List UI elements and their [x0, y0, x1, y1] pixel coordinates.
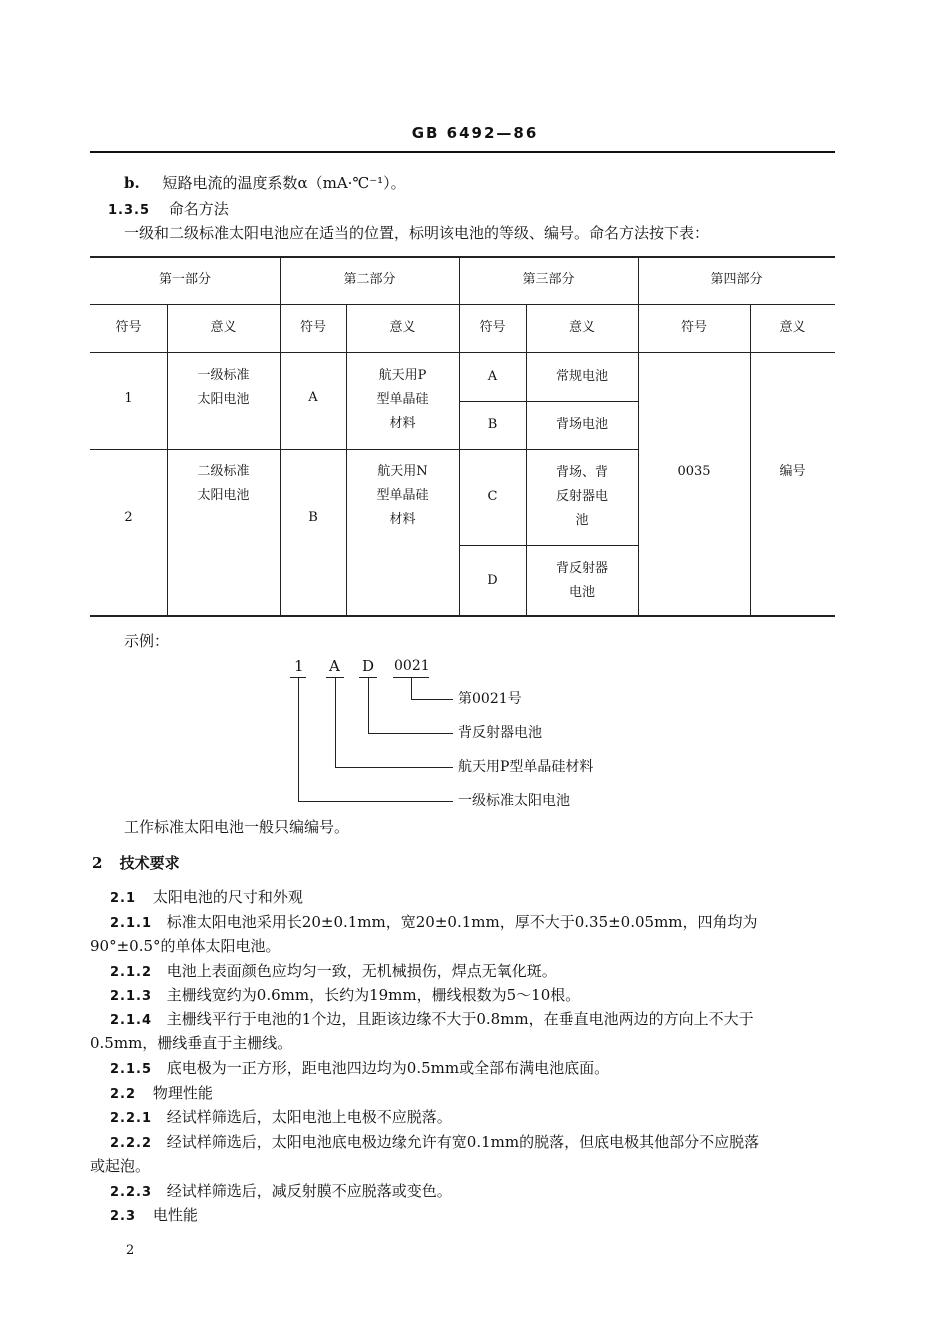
table-rule	[90, 352, 835, 353]
section-text: 物理性能	[152, 1084, 213, 1102]
section-2-2-2	[110, 1131, 759, 1155]
section-text: 太阳电池的尺寸和外观	[152, 888, 303, 906]
row1-p2-meaning-line: 材料	[389, 416, 416, 431]
example-code-4: 0021	[394, 658, 430, 674]
section-text: 经试样筛选后，减反射膜不应脱落或变色。	[166, 1182, 452, 1200]
standard-code: GB 6492—86	[411, 124, 539, 142]
row2-p2-meaning-line: 材料	[389, 512, 416, 527]
table-column-rule	[638, 256, 639, 616]
table-header-part2: 第二部分	[343, 272, 396, 287]
table-subheader-symbol: 符号	[115, 320, 142, 335]
p4-meaning: 编号	[779, 464, 806, 479]
table-subheader-meaning: 意义	[568, 320, 595, 335]
section-text: 主栅线宽约为0.6mm，长约为19mm，栅线根数为5～10根。	[166, 986, 581, 1004]
section-2-1-2	[110, 960, 557, 984]
item-b	[124, 172, 406, 194]
section-2-1-1	[110, 911, 758, 935]
section-2-2-3	[110, 1180, 452, 1204]
section-title: 技术要求	[119, 854, 180, 872]
section-number: 2.1.4	[110, 1013, 153, 1028]
section-number: 2	[92, 854, 103, 872]
row2-p2-meaning-line: 航天用N	[377, 464, 428, 479]
p3-c-symbol: C	[487, 489, 498, 504]
section-text: 标准太阳电池采用长20±0.1mm，宽20±0.1mm，厚不大于0.35±0.05mm，四角均为	[166, 913, 758, 931]
p3-b-meaning: 背场电池	[555, 417, 608, 432]
row2-p2-symbol: B	[308, 510, 318, 525]
table-header-part3: 第三部分	[522, 272, 575, 287]
section-text: 电池上表面颜色应均匀一致，无机械损伤，焊点无氧化斑。	[166, 962, 557, 980]
leader-horizontal	[298, 801, 453, 802]
p3-d-symbol: D	[487, 573, 498, 588]
row1-p2-symbol: A	[308, 390, 318, 405]
p3-a-symbol: A	[487, 369, 498, 384]
section-2-2	[110, 1082, 213, 1106]
table-top-rule	[90, 256, 835, 258]
section-2-1-3	[110, 984, 580, 1008]
table-rule	[90, 449, 638, 450]
p3-b-symbol: B	[487, 417, 498, 432]
section-2-1	[110, 886, 303, 910]
leader-horizontal	[411, 699, 453, 700]
table-column-rule	[280, 256, 281, 616]
row1-p2-meaning-line: 航天用P	[378, 368, 427, 383]
item-b-marker: b.	[124, 174, 140, 192]
example-code-3: D	[362, 657, 375, 675]
row2-p1-meaning-line: 太阳电池	[197, 488, 250, 503]
row1-p1-meaning-line: 一级标准	[197, 368, 250, 383]
section-title: 命名方法	[168, 200, 229, 218]
leader-horizontal	[335, 767, 453, 768]
example-label: 示例：	[124, 632, 170, 650]
leader-vertical	[335, 677, 336, 767]
table-rule	[90, 304, 835, 305]
p3-d-meaning-line: 背反射器	[555, 561, 608, 576]
table-bottom-rule	[90, 615, 835, 617]
table-subheader-meaning: 意义	[779, 320, 806, 335]
example-code-2: A	[329, 657, 340, 675]
section-number: 2.2.3	[110, 1185, 153, 1200]
section-2-2-2-cont: 或起泡。	[90, 1157, 151, 1175]
row1-p1-meaning-line: 太阳电池	[197, 392, 250, 407]
table-subheader-meaning: 意义	[389, 320, 416, 335]
section-number: 2.2	[110, 1087, 137, 1102]
section-number: 2.1	[110, 891, 137, 906]
p3-a-meaning: 常规电池	[555, 369, 608, 384]
row2-p1-symbol: 2	[124, 510, 133, 525]
table-rule	[459, 401, 638, 402]
leader-vertical	[298, 677, 299, 801]
row1-p2-meaning-line: 型单晶硅	[376, 392, 429, 407]
section-2-1-4-cont: 0.5mm，栅线垂直于主栅线。	[90, 1034, 293, 1052]
leader-horizontal	[368, 733, 453, 734]
section-number: 2.1.2	[110, 965, 153, 980]
section-2-1-5	[110, 1057, 609, 1081]
table-subheader-symbol: 符号	[680, 320, 707, 335]
table-subheader-meaning: 意义	[210, 320, 237, 335]
section-number: 1.3.5	[108, 203, 151, 218]
table-header-part4: 第四部分	[710, 272, 763, 287]
p3-c-meaning-line: 反射器电	[555, 489, 608, 504]
p3-c-meaning-line: 池	[575, 513, 589, 528]
section-number: 2.1.1	[110, 916, 153, 931]
section-text: 主栅线平行于电池的1个边，且距该边缘不大于0.8mm，在垂直电池两边的方向上不大于	[166, 1010, 754, 1028]
section-number: 2.3	[110, 1209, 137, 1224]
section-2-3	[110, 1204, 198, 1228]
row2-p2-meaning-line: 型单晶硅	[376, 488, 429, 503]
section-text: 经试样筛选后，太阳电池底电极边缘允许有宽0.1mm的脱落，但底电极其他部分不应脱落	[166, 1133, 760, 1151]
table-header-part1: 第一部分	[158, 272, 211, 287]
section-number: 2.2.2	[110, 1136, 153, 1151]
table-subheader-symbol: 符号	[479, 320, 506, 335]
section-2-1-4	[110, 1008, 754, 1032]
example-label-material: 航天用P型单晶硅材料	[458, 759, 594, 775]
p3-d-meaning-line: 电池	[568, 585, 595, 600]
leader-vertical	[411, 677, 412, 699]
header-rule	[90, 151, 835, 153]
section-number: 2.1.3	[110, 989, 153, 1004]
leader-vertical	[368, 677, 369, 733]
section-text: 经试样筛选后，太阳电池上电极不应脱落。	[166, 1108, 452, 1126]
example-label-number: 第0021号	[458, 691, 522, 707]
working-note: 工作标准太阳电池一般只编编号。	[124, 818, 350, 836]
section-number: 2.2.1	[110, 1111, 153, 1126]
page-number: 2	[126, 1243, 135, 1258]
row2-p1-meaning-line: 二级标准	[197, 464, 250, 479]
naming-table	[90, 256, 835, 616]
example-label-type: 背反射器电池	[458, 725, 542, 741]
example-diagram	[0, 650, 950, 810]
section-1-3-5	[108, 198, 229, 222]
item-b-text: 短路电流的温度系数α（mA·℃⁻¹）。	[162, 174, 406, 192]
section-2-2-1	[110, 1106, 452, 1130]
example-code-1: 1	[294, 657, 304, 675]
p3-c-meaning-line: 背场、背	[555, 465, 608, 480]
p4-symbol: 0035	[677, 464, 711, 479]
section-2-heading	[92, 852, 180, 874]
section-text: 底电极为一正方形，距电池四边均为0.5mm或全部布满电池底面。	[166, 1059, 610, 1077]
section-2-1-1-cont: 90°±0.5°的单体太阳电池。	[90, 937, 281, 955]
section-text: 电性能	[152, 1206, 198, 1224]
table-rule	[459, 545, 638, 546]
example-label-grade: 一级标准太阳电池	[458, 793, 570, 809]
section-number: 2.1.5	[110, 1062, 153, 1077]
naming-intro: 一级和二级标准太阳电池应在适当的位置，标明该电池的等级、编号。命名方法按下表：	[124, 224, 710, 242]
row1-p1-symbol: 1	[124, 391, 133, 406]
table-subheader-symbol: 符号	[299, 320, 326, 335]
